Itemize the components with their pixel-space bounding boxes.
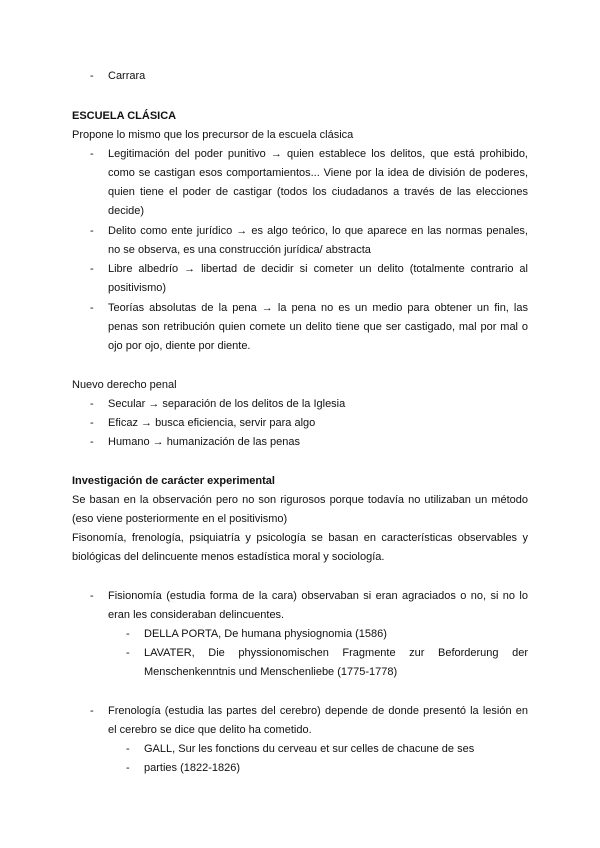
escuela-item-line: decide) — [108, 205, 145, 217]
sub-list-dash: - — [126, 762, 130, 774]
investigacion-para-line: biológicas del delincuente menos estadística moral y sociología. — [72, 551, 385, 563]
escuela-intro: Propone lo mismo que los precursor de la escuela clásica — [72, 129, 354, 141]
list-dash: - — [90, 398, 94, 410]
fisionomia-line: Fisionomía (estudia forma de la cara) observaban si eran agraciados o no, si no lo — [108, 590, 528, 602]
list-item-carrara: Carrara — [108, 70, 146, 82]
list-dash: - — [90, 148, 94, 160]
nuevo-item: Eficaz → busca eficiencia, servir para algo — [108, 417, 316, 429]
list-dash: - — [90, 705, 94, 717]
escuela-item-line: Libre albedrío → libertad de decidir si cometer un delito (totalmente contrario al — [108, 263, 528, 275]
escuela-item-line: como se castigan esos comportamientos... Viene por la idea de división de poderes, — [108, 167, 528, 179]
list-dash: - — [90, 225, 94, 237]
section-heading-escuela-clasica: ESCUELA CLÁSICA — [72, 110, 177, 122]
list-dash: - — [90, 436, 94, 448]
escuela-item-line: Teorías absolutas de la pena → la pena no es un medio para obtener un fin, las — [108, 302, 528, 314]
investigacion-para-line: (eso viene posteriormente en el positivismo) — [72, 513, 288, 525]
sub-list-dash: - — [126, 647, 130, 659]
frenologia-sub-item: GALL, Sur les fonctions du cerveau et sur celles de chacune de ses — [144, 743, 475, 755]
frenologia-sub-item: parties (1822-1826) — [144, 762, 241, 774]
escuela-item-line: no se observa, es una construcción jurídica/ abstracta — [108, 244, 371, 256]
escuela-item-line: penas son retribución quien comete un delito tiene que ser castigado, mal por mal o — [108, 321, 528, 333]
escuela-item-line: positivismo) — [108, 282, 167, 294]
escuela-item-line: Legitimación del poder punitivo → quien establece los delitos, que está prohibido, — [108, 148, 528, 160]
list-dash: - — [90, 590, 94, 602]
fisionomia-sub-item: DELLA PORTA, De humana physiognomia (1586) — [144, 628, 387, 640]
frenologia-line: el cerebro se dice que delito ha cometido. — [108, 724, 312, 736]
investigacion-para-line: Fisonomía, frenología, psiquiatría y psicología se basan en características observables y — [72, 532, 528, 544]
escuela-item-line: ojo por ojo, diente por diente. — [108, 340, 251, 352]
list-dash: - — [90, 302, 94, 314]
list-dash: - — [90, 417, 94, 429]
investigacion-para-line: Se basan en la observación pero no son rigurosos porque todavía no utilizaban un método — [72, 494, 528, 506]
sub-list-dash: - — [126, 743, 130, 755]
fisionomia-line: eran les consideraban delincuentes. — [108, 609, 285, 621]
sub-list-dash: - — [126, 628, 130, 640]
nuevo-item: Humano → humanización de las penas — [108, 436, 301, 448]
fisionomia-sub-item: LAVATER, Die physsionomischen Fragmente zur Beforderung der — [144, 647, 528, 659]
nuevo-item: Secular → separación de los delitos de la Iglesia — [108, 398, 346, 410]
escuela-item-line: Delito como ente jurídico → es algo teórico, lo que aparece en las normas penales, — [108, 225, 528, 237]
escuela-item-line: quien tiene el poder de castigar (todos los ciudadanos a través de las elecciones — [108, 186, 528, 198]
list-dash: - — [90, 263, 94, 275]
list-dash: - — [90, 70, 94, 82]
fisionomia-sub-item: Menschenkenntnis und Menschenliebe (1775-1778) — [144, 666, 398, 678]
frenologia-line: Frenología (estudia las partes del cerebro) depende de donde presentó la lesión en — [108, 705, 528, 717]
section-heading-investigacion: Investigación de carácter experimental — [72, 475, 275, 487]
nuevo-derecho-heading: Nuevo derecho penal — [72, 379, 177, 391]
